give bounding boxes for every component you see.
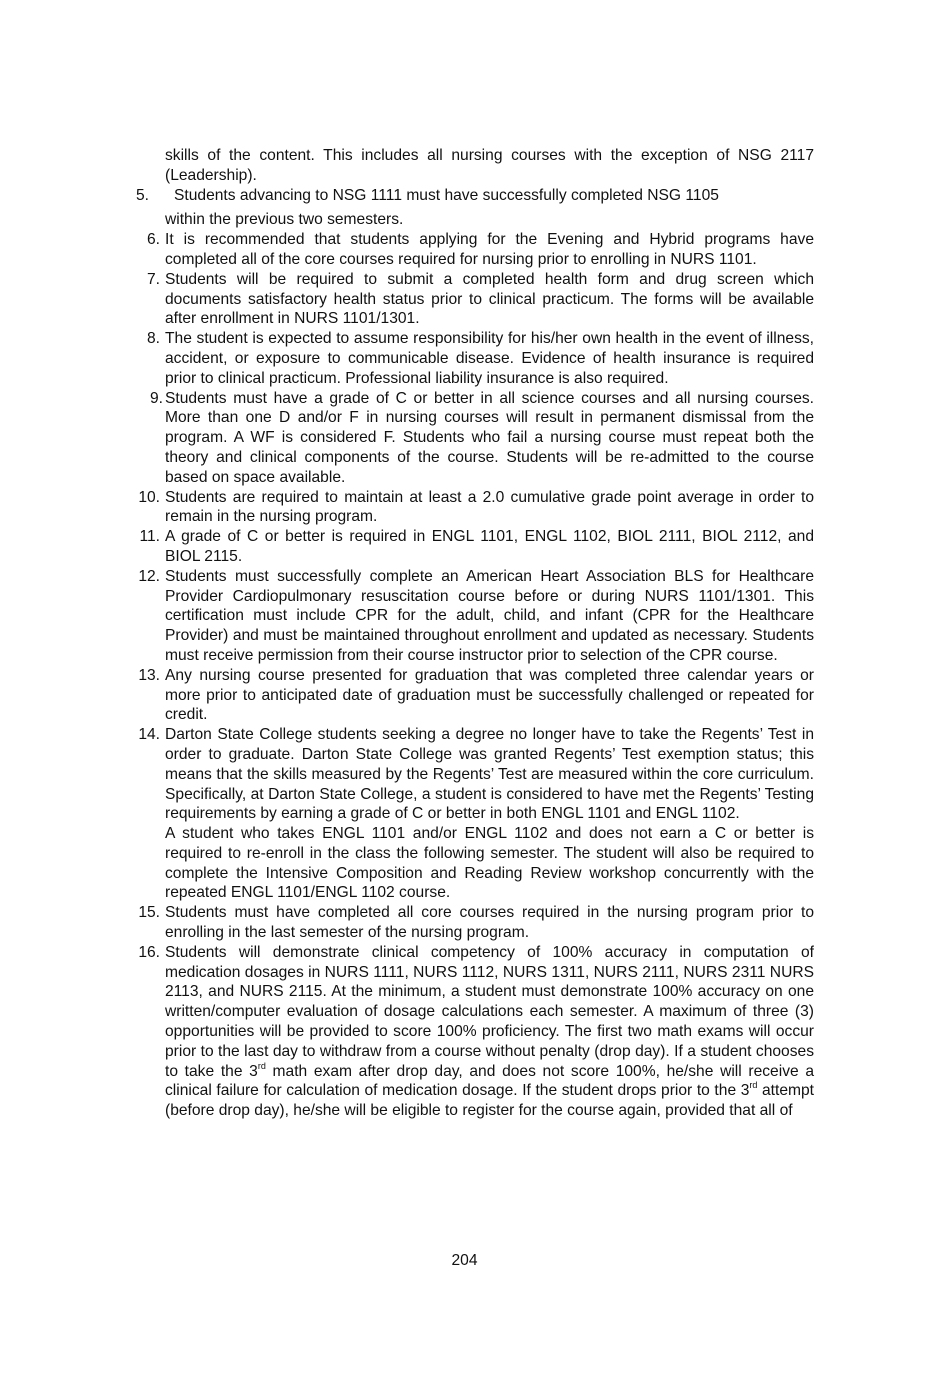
list-text: Students advancing to NSG 1111 must have successfully completed NSG 1105 [174,186,719,204]
list-item-15 [128,903,814,943]
list-item-12 [128,567,814,666]
page-number: 204 [451,1252,478,1269]
ordinal-superscript: rd [257,1060,266,1071]
list-item-16 [128,943,814,1121]
document-body [128,146,814,1121]
list-item-9 [128,389,814,488]
intro-continuation: skills of the content. This includes all nursing courses with the exception of NSG 2117 (Leadership). [165,147,814,184]
list-item-13 [128,666,814,725]
list-number: 16. [138,943,160,961]
list-number: 12. [138,567,160,585]
list-text: Students must have completed all core courses required in the nursing program prior to enrolling in the last semester of the nursing program. [165,904,814,942]
list-number: 11. [139,528,160,546]
list-text: Students must have a grade of C or better in all science courses and all nursing courses. More than one D and/or F in nursing courses will result in permanent dismissal from the program. A WF is considered F. Students who fail a nursing course must repeat both the theory and clinical components of the course. Students will be re-admitted to the course based on space available. [165,389,814,486]
list-text-line2: within the previous two semesters. [165,211,404,229]
list-text: Any nursing course presented for graduation that was completed three calendar years or more prior to anticipated date of graduation must be successfully challenged or repeated for credit. [165,666,814,724]
list-number: 8. [146,330,160,348]
list-text: A grade of C or better is required in ENGL 1101, ENGL 1102, BIOL 2111, BIOL 2112, and BIOL 2115. [165,528,814,565]
list-item-5 [128,186,814,231]
list-item-10 [128,488,814,528]
list-text: Students must successfully complete an American Heart Association BLS for Healthcare Provider Cardiopulmonary resuscitation course before or during NURS 1101/1301. This certification must include CPR for the adult, child, and infant (CPR for the Healthcare Provider) and must be maintained throughout enrollment and updated as necessary. Students must receive permission from their course instructor prior to selection of the CPR course. [165,567,814,664]
list-text: It is recommended that students applying for the Evening and Hybrid programs have completed all of the core courses required for nursing prior to enrolling in NURS 1101. [165,231,814,268]
list-text-part-b: math exam after drop day, and does not score 100%, he/she will receive a clinical failure for calculation of medication dosage. If the student drops prior to the 3 [165,1062,814,1100]
list-number: 14. [138,726,160,744]
list-number: 15. [138,904,160,922]
list-text-part-a: Students will demonstrate clinical competency of 100% accuracy in computation of medication dosages in NURS 1111, NURS 1112, NURS 1311, NURS 2111, NURS 2311 NURS 2113, and NURS 2115. At the minimum, a student must demonstrate 100% accuracy on one written/computer evaluation of dosage calculations each semester. A maximum of three (3) opportunities will be provided to score 100% proficiency. The first two math exams will occur prior to the last day to withdraw from a course without penalty (drop day). If a student chooses to take the 3 [165,943,814,1080]
ordinal-superscript: rd [749,1080,758,1091]
list-text: Darton State College students seeking a degree no longer have to take the Regents’ Test in order to graduate. Darton State College was granted Regents’ Test exemption status; this means that the skills measured by the Regents’ Test are measured within the core curriculum. Specifically, at Darton State College, a student is considered to have met the Regents’ Testing requirements by earning a grade of C or better in both ENGL 1101 and ENGL 1102. [165,726,814,823]
list-item-7 [128,270,814,329]
list-number: 9. [149,389,163,407]
list-number: 5. [136,186,150,204]
list-text-part-c: attempt (before drop day), he/she will be eligible to register for the course again, provided that all of [165,1082,815,1120]
list-item-8 [128,329,814,388]
list-text: Students are required to maintain at least a 2.0 cumulative grade point average in order to remain in the nursing program. [165,488,814,526]
list-item-14 [128,725,814,903]
list-text-paragraph-2: A student who takes ENGL 1101 and/or ENGL 1102 and does not earn a C or better is required to re-enroll in the class the following semester. The student will also be required to complete the Intensive Composition and Reading Review workshop concurrently with the repeated ENGL 1101/ENGL 1102 course. [165,825,814,902]
list-number: 6. [146,231,160,249]
list-number: 7. [146,270,160,288]
list-number: 13. [138,666,160,684]
list-number: 10. [138,488,160,506]
list-text: The student is expected to assume responsibility for his/her own health in the event of illness, accident, or exposure to communicable disease. Evidence of health insurance is required prior to clinical practicum. Professional liability insurance is also required. [165,330,814,387]
list-item-6 [128,230,814,270]
list-item-11 [128,527,814,567]
list-text: Students will be required to submit a completed health form and drug screen which documents satisfactory health status prior to clinical practicum. The forms will be available after enrollment in NURS 1101/1301. [165,270,814,328]
